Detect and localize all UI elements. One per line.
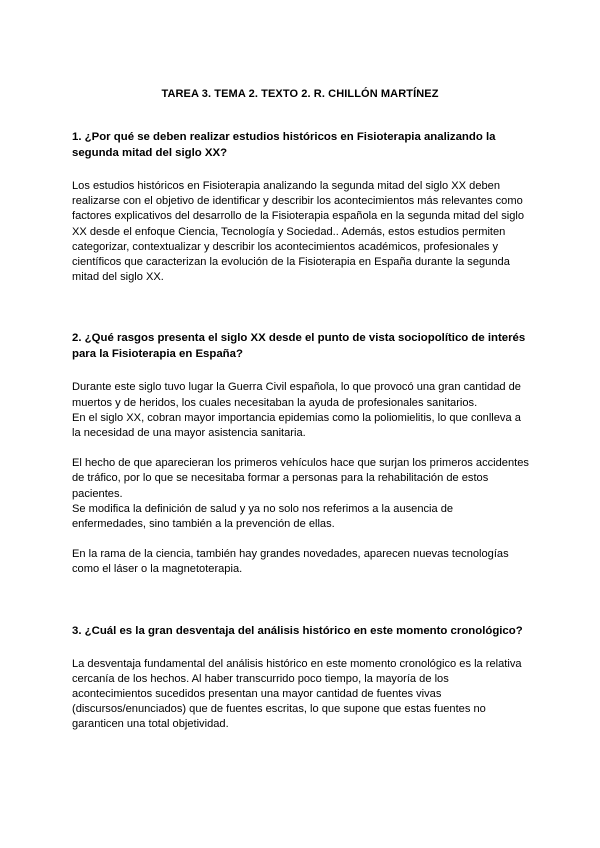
answer-2-paragraph-4: Se modifica la definición de salud y ya no solo nos referimos a la ausencia de enfermedades, sino también a la prevención de ellas. bbox=[72, 502, 454, 531]
answer-2-paragraph-2: En el siglo XX, cobran mayor importancia epidemias como la poliomielitis, lo que conlleva a la necesidad de una mayor asistencia sanitaria. bbox=[72, 411, 521, 440]
document-title: TAREA 3. TEMA 2. TEXTO 2. R. CHILLÓN MARTÍNEZ bbox=[161, 88, 439, 100]
question-3: 3. ¿Cuál es la gran desventaja del análisis histórico en este momento cronológico? bbox=[72, 624, 523, 637]
section-2 bbox=[72, 330, 530, 577]
answer-3-paragraph-1: La desventaja fundamental del análisis histórico en este momento cronológico es la relativa cercanía de los hechos. Al haber transcurrido poco tiempo, la mayoría de los acontecimientos sucedidos presentan una mayor cantidad de fuentes vivas (discursos/enunciados) que de fuentes escritas, lo que supone que estas fuentes no garanticen una total objetividad. bbox=[72, 657, 522, 731]
section-3 bbox=[72, 623, 530, 733]
answer-2-paragraph-3: El hecho de que aparecieran los primeros vehículos hace que surjan los primeros accidentes de tráfico, por lo que se necesitaba formar a personas para la rehabilitación de estos pacientes. bbox=[72, 457, 529, 500]
section-1 bbox=[72, 129, 530, 285]
question-1: 1. ¿Por qué se deben realizar estudios históricos en Fisioterapia analizando la segunda mitad del siglo XX? bbox=[72, 131, 496, 159]
document-body bbox=[72, 129, 530, 733]
question-2: 2. ¿Qué rasgos presenta el siglo XX desde el punto de vista sociopolítico de interés para la Fisioterapia en España? bbox=[72, 332, 526, 361]
answer-2-paragraph-1: Durante este siglo tuvo lugar la Guerra Civil española, lo que provocó una gran cantidad de muertos y de heridos, los cuales necesitaban la ayuda de profesionales sanitarios. bbox=[72, 381, 521, 409]
answer-2-paragraph-5: En la rama de la ciencia, también hay grandes novedades, aparecen nuevas tecnologías como el láser o la magnetoterapia. bbox=[72, 548, 509, 576]
answer-1-paragraph-1: Los estudios históricos en Fisioterapia analizando la segunda mitad del siglo XX deben realizarse con el objetivo de identificar y describir los acontecimientos más relevantes como factores explicativos del desarrollo de la Fisioterapia española en la segunda mitad del siglo XX desde el enfoque Ciencia, Tecnología y Sociedad.. Además, estos estudios permiten categorizar, contextualizar y describir los acontecimientos académicos, profesionales y científicos que caracterizan la evolución de la Fisioterapia en España durante la segunda mitad del siglo XX. bbox=[72, 180, 525, 284]
